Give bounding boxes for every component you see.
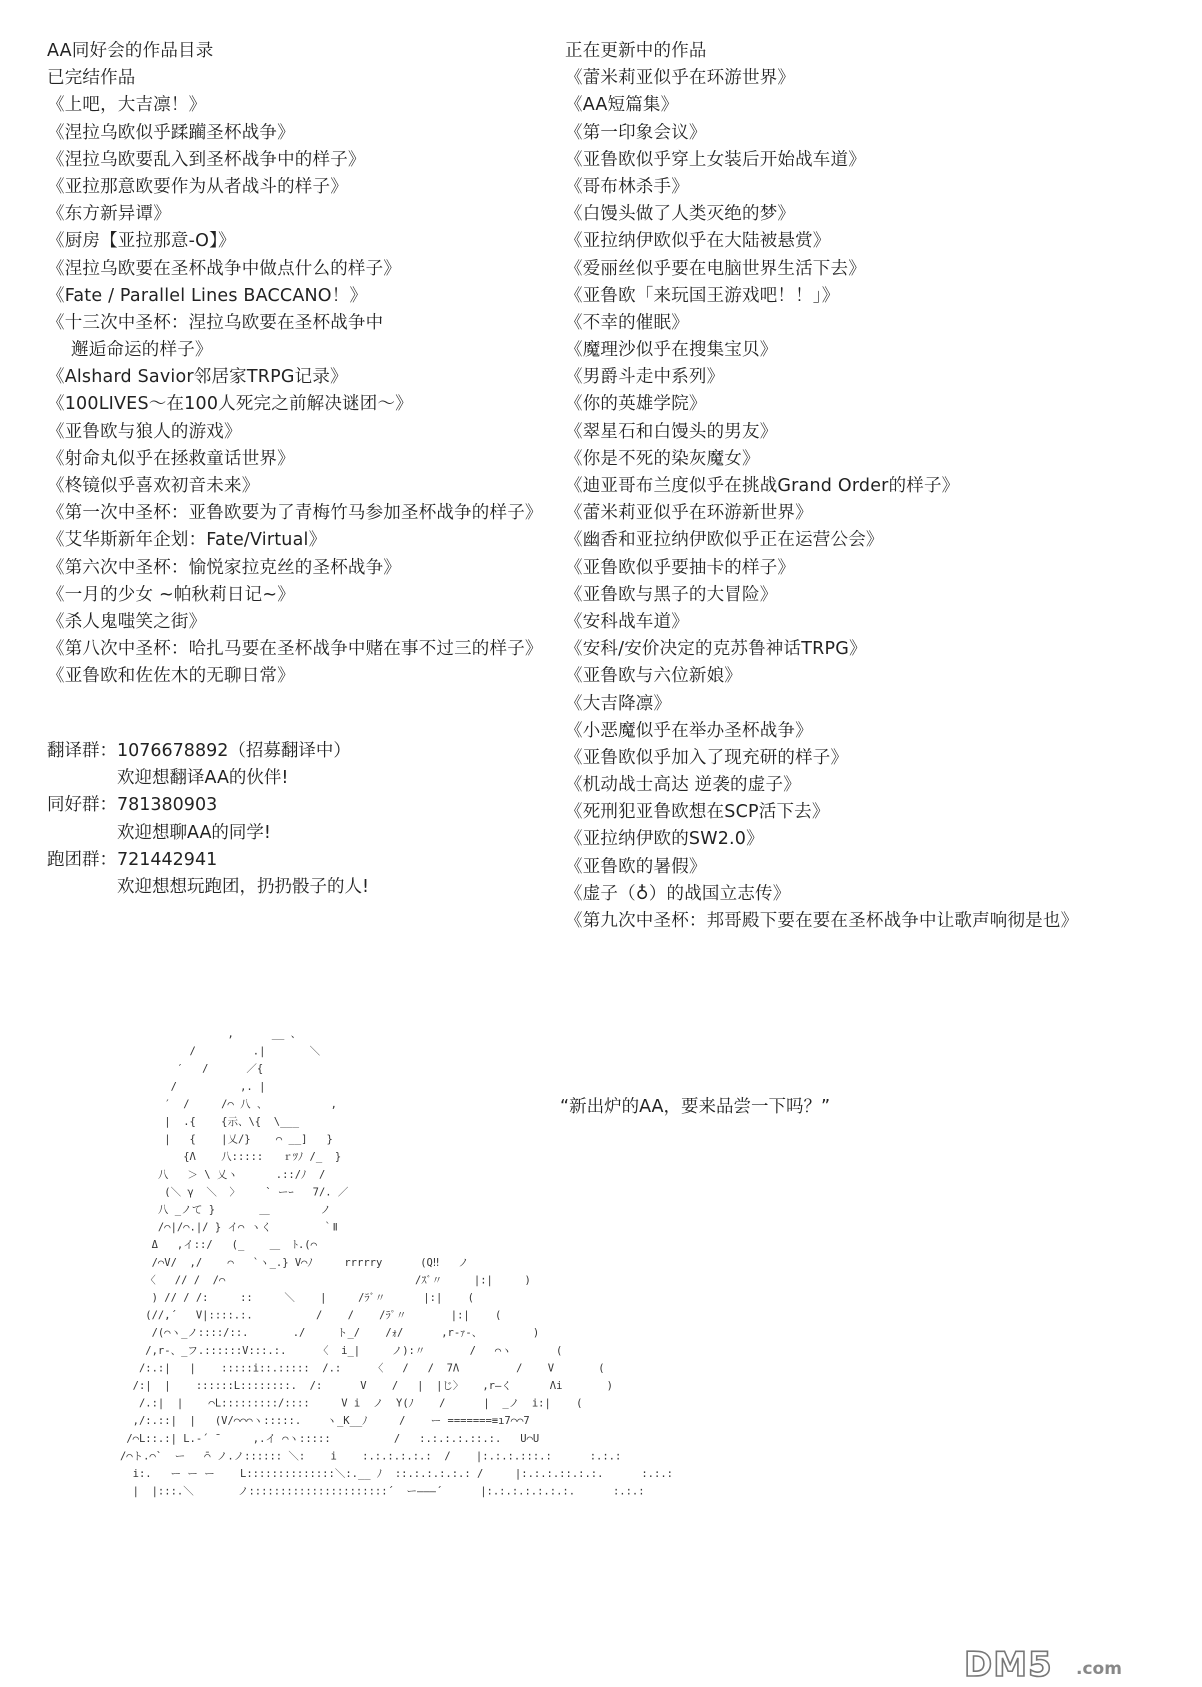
completed-work-item: 《东方新异谭》 <box>47 204 171 225</box>
logo-wordmark: DM5 <box>964 1645 1053 1685</box>
logo-suffix: .com <box>1076 1659 1122 1679</box>
art-line: i:. ー ー ー L::::::::::::::＼:.__ ﾉ ::.:.:.:.:.: / |:.:.:.::.:.:. :.:.: <box>120 1468 673 1480</box>
ongoing-work-item: 《男爵斗走中系列》 <box>565 367 725 388</box>
ongoing-work-item: 《你的英雄学院》 <box>565 394 707 415</box>
completed-work-item: 邂逅命运的样子》 <box>71 340 213 361</box>
ongoing-work-item: 《幽香和亚拉纳伊欧似乎正在运营公会》 <box>565 530 884 551</box>
ongoing-work-item: 《亚鲁欧与六位新娘》 <box>565 666 742 687</box>
completed-work-item: 《涅拉乌欧似乎蹂躏圣杯战争》 <box>47 122 295 143</box>
translate-group-row <box>47 738 369 765</box>
ongoing-work-item: 《死刑犯亚鲁欧想在SCP活下去》 <box>565 802 830 823</box>
ongoing-work-item: 《亚鲁欧的暑假》 <box>565 856 707 877</box>
art-line: , __ 、 <box>120 1028 302 1040</box>
completed-works-column <box>47 38 607 691</box>
art-line: ′ / /⌒ 八 、 , <box>120 1098 337 1111</box>
art-line: /:| | ::::::L::::::::. /: V / | |じ〉 ,r―く Λi ) <box>120 1380 613 1392</box>
ongoing-work-item: 《亚拉纳伊欧的SW2.0》 <box>565 829 764 850</box>
completed-work-item: 《亚鲁欧和佐佐木的无聊日常》 <box>47 666 295 687</box>
completed-work-item: 《一月的少女 ~帕秋莉日记~》 <box>47 584 295 605</box>
ongoing-work-item: 《小恶魔似乎在举办圣杯战争》 <box>565 720 813 741</box>
art-line: /(⌒ヽ_ノ::::/::. ./ ト_/ /ｫ/ ,r‐ｧ‐、 ) <box>120 1327 540 1340</box>
ongoing-work-item: 《安科/安价决定的克苏鲁神话TRPG》 <box>565 639 867 660</box>
completed-work-item: 《Alshard Savior邻居家TRPG记录》 <box>47 367 348 388</box>
art-line: {Λ 八::::: ｒﾂﾉ /_ } <box>120 1151 342 1164</box>
translate-group-note: 欢迎想翻译AA的伙伴! <box>117 768 289 789</box>
ongoing-work-item: 《亚鲁欧「来玩国王游戏吧！！」》 <box>565 285 840 306</box>
ongoing-work-item: 《亚鲁欧似乎加入了现充研的样子》 <box>565 747 849 768</box>
art-line: ) // / /: :: ＼ | /ﾗﾞ〃 |:| ( <box>120 1292 474 1304</box>
ongoing-work-item: 《不幸的催眠》 <box>565 312 689 333</box>
completed-work-item: 《十三次中圣杯：涅拉乌欧要在圣杯战争中 <box>47 312 384 333</box>
completed-work-item: 《上吧，大吉凛！》 <box>47 95 207 116</box>
group-contacts <box>47 738 369 901</box>
art-line: /.:| | ⌒L:::::::::/:::: V i ノ Y(ﾉ / | _ノ i:| ( <box>120 1397 583 1410</box>
fan-group-row <box>47 792 369 819</box>
ongoing-works-column <box>565 38 1185 935</box>
art-line: 八 ＞ \ 乂ヽ .::/ﾉ / <box>120 1168 326 1181</box>
ongoing-work-item: 《大吉降凛》 <box>565 693 672 714</box>
art-line: (//,´ V|::::.:. / / /ﾗﾟ〃 |:| ( <box>120 1309 502 1322</box>
ongoing-work-item: 《白馒头做了人类灭绝的梦》 <box>565 204 796 225</box>
ongoing-work-item: 《迪亚哥布兰度似乎在挑战Grand Order的样子》 <box>565 476 960 496</box>
ongoing-work-item: 《虚子（♁）的战国立志传》 <box>565 883 791 904</box>
speech-quote: “新出炉的AA，要来品尝一下吗？” <box>560 1097 831 1117</box>
ongoing-work-item: 《魔理沙似乎在搜集宝贝》 <box>565 340 778 361</box>
dm5-logo <box>964 1645 1184 1685</box>
art-line: /⌒|/⌒.|/ } イ⌒ ヽく ｀Ⅱ <box>120 1221 338 1234</box>
completed-work-item: 《柊镜似乎喜欢初音未来》 <box>47 476 260 496</box>
art-line: | |:::.＼ ノ::::::::::::::::::::::´ ー―――´ |:.:.:.:.:.:.:. :.:.: <box>120 1485 645 1498</box>
art-line: /⌒V/ ,/ ⌒ `ヽ_.} V⌒ﾉ rrrrry (Q‼ ノ <box>120 1256 469 1269</box>
ongoing-heading: 正在更新中的作品 <box>565 41 707 61</box>
art-line: / .| ＼ <box>120 1045 321 1058</box>
ongoing-work-item: 《蕾米莉亚似乎在环游新世界》 <box>565 503 813 524</box>
ongoing-work-item: 《第一印象会议》 <box>565 122 707 143</box>
art-line: /,r‐、_フ.::::::V:::.:. 〈 i_| ノ):〃 / ⌒ヽ ( <box>120 1344 563 1357</box>
completed-work-item: 《第一次中圣杯：亚鲁欧要为了青梅竹马参加圣杯战争的样子》 <box>47 503 543 524</box>
run-group-label: 跑团群： <box>47 849 117 870</box>
completed-work-item: 《亚鲁欧与狼人的游戏》 <box>47 421 242 442</box>
completed-list <box>47 92 607 690</box>
ongoing-work-item: 《爱丽丝似乎要在电脑世界生活下去》 <box>565 258 866 279</box>
completed-work-item: 《杀人鬼嗤笑之街》 <box>47 611 207 632</box>
ongoing-work-item: 《AA短篇集》 <box>565 95 679 116</box>
art-line: /⌒L::.:| L.-´ ̄ ,.イ ⌒ヽ::::: / :.:.:.:.::.:. U⌒U <box>120 1432 540 1445</box>
completed-work-item: 《第八次中圣杯：哈扎马要在圣杯战争中赌在事不过三的样子》 <box>47 639 543 660</box>
completed-work-item: 《厨房【亚拉那意-O】》 <box>47 231 236 252</box>
art-line: 〈 // / /⌒ /ｽﾞ〃 |:| ) <box>120 1274 531 1287</box>
completed-work-item: 《100LIVES～在100人死完之前解决谜团～》 <box>47 394 413 415</box>
art-line: Δ ,イ::/ (_ ＿ ﾄ.(⌒ <box>120 1239 317 1252</box>
art-line: | { |乂/} ⌒ __] } <box>120 1133 333 1146</box>
completed-work-item: 《亚拉那意欧要作为从者战斗的样子》 <box>47 176 348 197</box>
ongoing-work-item: 《机动战士高达 逆袭的虚子》 <box>565 775 801 796</box>
fan-group-label: 同好群： <box>47 795 117 816</box>
ongoing-work-item: 《亚拉纳伊欧似乎在大陆被悬赏》 <box>565 231 831 252</box>
art-line: / ,. | <box>120 1080 266 1093</box>
ongoing-work-item: 《第九次中圣杯：邦哥殿下要在要在圣杯战争中让歌声响彻是也》 <box>565 911 1079 931</box>
completed-work-item: 《涅拉乌欧要在圣杯战争中做点什么的样子》 <box>47 258 401 279</box>
ongoing-work-item: 《蕾米莉亚似乎在环游世界》 <box>565 68 796 89</box>
art-line: ,/:.::| | (V/⌒⌒⌒ヽ:::::. ヽ_K__ﾉ / ー =======≡ı7⌒⌒7 <box>120 1415 530 1428</box>
ongoing-work-item: 《翠星石和白馒头的男友》 <box>565 421 778 442</box>
ongoing-work-item: 《亚鲁欧与黑子的大冒险》 <box>565 584 778 605</box>
translate-group-number: 1076678892（招募翻译中） <box>117 741 351 761</box>
catalog-title: AA同好会的作品目录 <box>47 41 214 61</box>
art-line: | .{ {示、\{ \___ <box>120 1116 300 1128</box>
completed-heading: 已完结作品 <box>47 68 136 89</box>
translate-group-label: 翻译群： <box>47 741 117 761</box>
ongoing-work-item: 《亚鲁欧似乎要抽卡的样子》 <box>565 557 796 578</box>
art-line: /⌒ト.⌒` ー ̄⌒ ノ.ノ:::::: ＼: i :.:.:.:.:.: / |:.:.:.:::.: :.:.: <box>120 1450 622 1463</box>
ongoing-work-item: 《你是不死的染灰魔女》 <box>565 448 760 469</box>
art-line: ′ / ／{ <box>120 1063 264 1076</box>
art-line: 八 _ノて } ＿ ノ <box>120 1204 331 1216</box>
run-group-note: 欢迎想想玩跑团，扔扔骰子的人! <box>117 876 370 897</box>
ongoing-list <box>565 65 1185 935</box>
ongoing-work-item: 《安科战车道》 <box>565 611 689 632</box>
art-line: /:.:| | :::::i::.::::: /.: 〈 / / 7Λ / V ( <box>120 1362 605 1375</box>
completed-work-item: 《射命丸似乎在拯救童话世界》 <box>47 448 295 469</box>
ongoing-work-item: 《哥布林杀手》 <box>565 176 689 197</box>
art-line: (＼ γ ＼ 〉 ` ーｰ 7/. ／ <box>120 1186 349 1199</box>
completed-work-item: 《艾华斯新年企划：Fate/Virtual》 <box>47 530 327 551</box>
fan-group-note: 欢迎想聊AA的同学! <box>117 822 271 843</box>
completed-work-item: 《涅拉乌欧要乱入到圣杯战争中的样子》 <box>47 149 366 170</box>
fan-group-number: 781380903 <box>117 795 218 816</box>
completed-work-item: 《Fate / Parallel Lines BACCANO！》 <box>47 285 368 306</box>
completed-work-item: 《第六次中圣杯：愉悦家拉克丝的圣杯战争》 <box>47 557 401 578</box>
run-group-number: 721442941 <box>117 849 218 870</box>
ongoing-work-item: 《亚鲁欧似乎穿上女装后开始战车道》 <box>565 149 866 170</box>
run-group-row <box>47 847 369 874</box>
